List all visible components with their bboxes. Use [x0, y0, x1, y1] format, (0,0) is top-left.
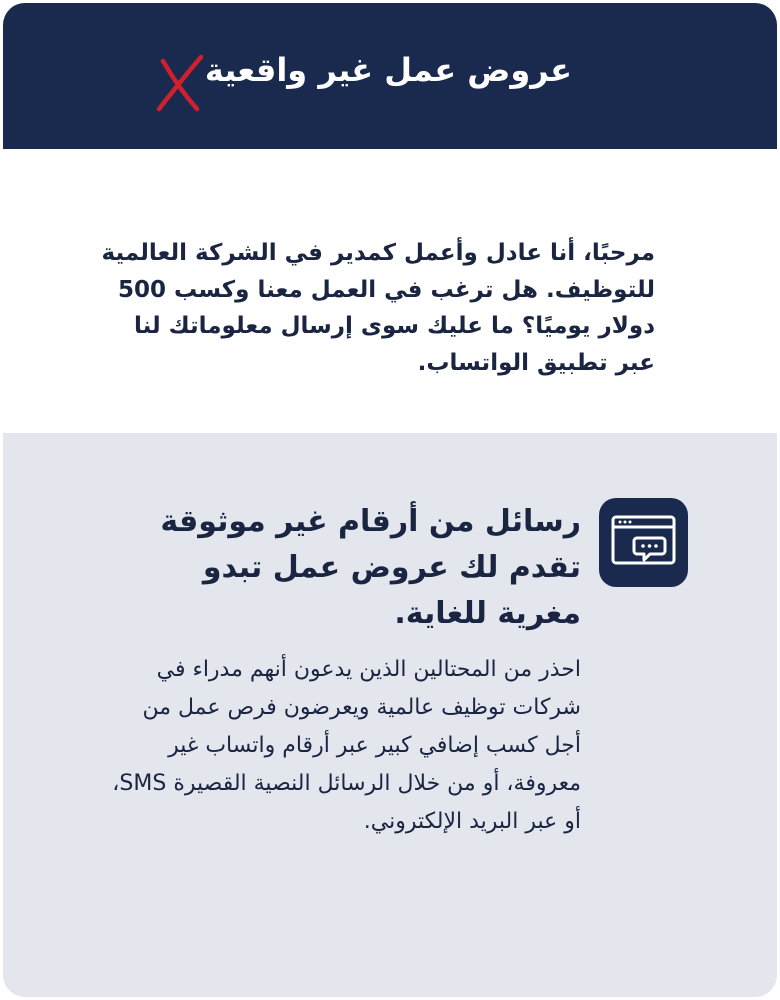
info-heading: رسائل من أرقام غير موثوقة تقدم لك عروض عمل تبدو مغرية للغاية.: [160, 504, 581, 631]
card-header: [3, 3, 777, 149]
scam-message-example: مرحبًا، أنا عادل وأعمل كمدير في الشركة العالمية للتوظيف. هل ترغب في العمل معنا وكسب 500 دولار يوميًا؟ ما عليك سوى إرسال معلوماتك لنا عبر تطبيق الواتساب.: [101, 240, 655, 376]
chat-window-icon: [599, 498, 688, 587]
warning-card: [3, 3, 777, 997]
info-panel: [3, 433, 777, 997]
header-title: عروض عمل غير واقعية: [204, 51, 572, 89]
info-body: احذر من المحتالين الذين يدعون أنهم مدراء في شركات توظيف عالمية ويعرضون فرص عمل من أجل كسب إضافي كبير عبر أرقام واتساب غير معروفة، أو من خلال الرسائل النصية القصيرة SMS، أو عبر البريد الإلكتروني.: [112, 657, 581, 834]
red-x-mark-icon: [153, 53, 205, 113]
